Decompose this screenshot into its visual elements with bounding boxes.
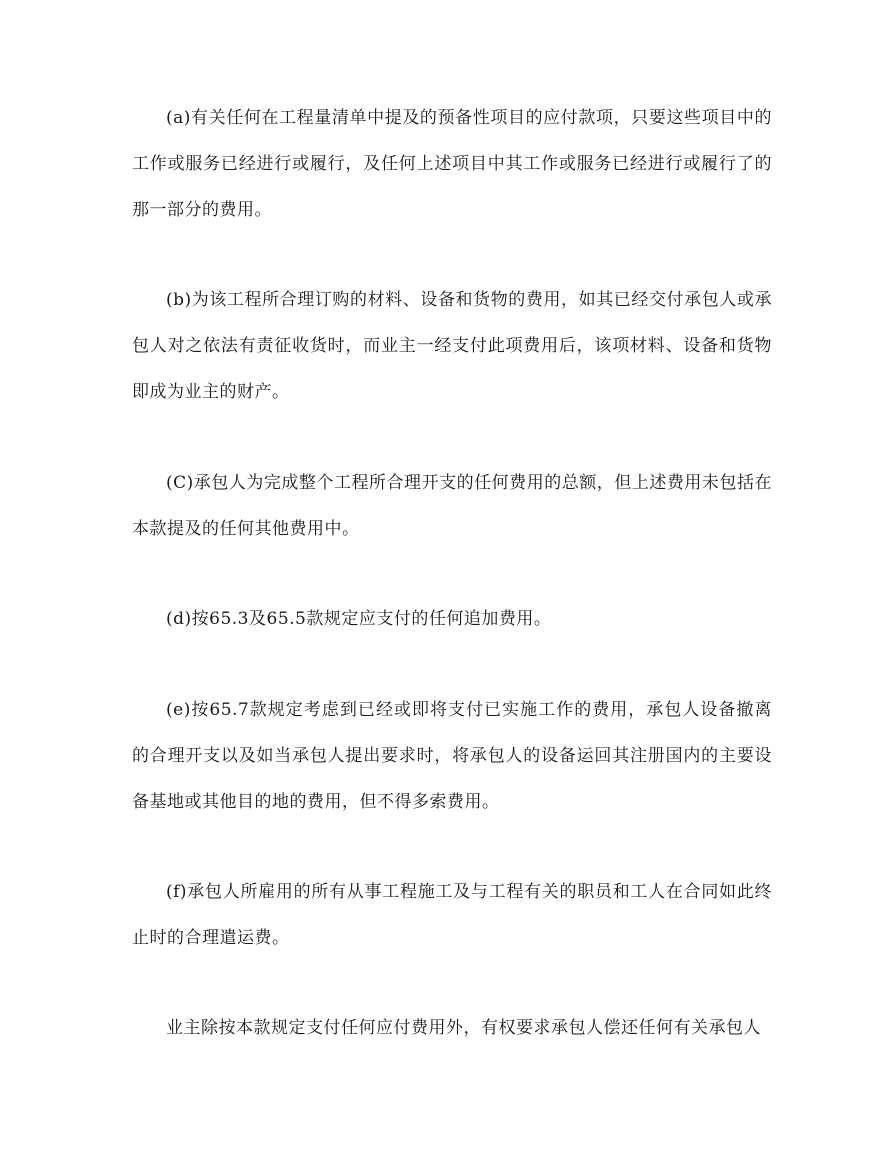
paragraph-f: (f)承包人所雇用的所有从事工程施工及与工程有关的职员和工人在合同如此终止时的合理遣运费。 bbox=[132, 882, 772, 948]
paragraph-a: (a)有关任何在工程量清单中提及的预备性项目的应付款项，只要这些项目中的工作或服务已经进行或履行，及任何上述项目中其工作或服务已经进行或履行了的那一部分的费用。 bbox=[132, 108, 772, 220]
paragraph-b: (b)为该工程所合理订购的材料、设备和货物的费用，如其已经交付承包人或承包人对之依法有责征收货时，而业主一经支付此项费用后，该项材料、设备和货物即成为业主的财产。 bbox=[132, 290, 772, 402]
paragraph-closing: 业主除按本款规定支付任何应付费用外，有权要求承包人偿还任何有关承包人 bbox=[166, 1018, 761, 1038]
paragraph-c: (C)承包人为完成整个工程所合理开支的任何费用的总额，但上述费用未包括在本款提及的任何其他费用中。 bbox=[132, 473, 772, 539]
paragraph-d: (d)按65.3及65.5款规定应支付的任何追加费用。 bbox=[166, 609, 552, 629]
paragraph-e: (e)按65.7款规定考虑到已经或即将支付已实施工作的费用，承包人设备撤离的合理开支以及如当承包人提出要求时，将承包人的设备运回其注册国内的主要设备基地或其他目的地的费用，但不得多索费用。 bbox=[132, 700, 772, 812]
